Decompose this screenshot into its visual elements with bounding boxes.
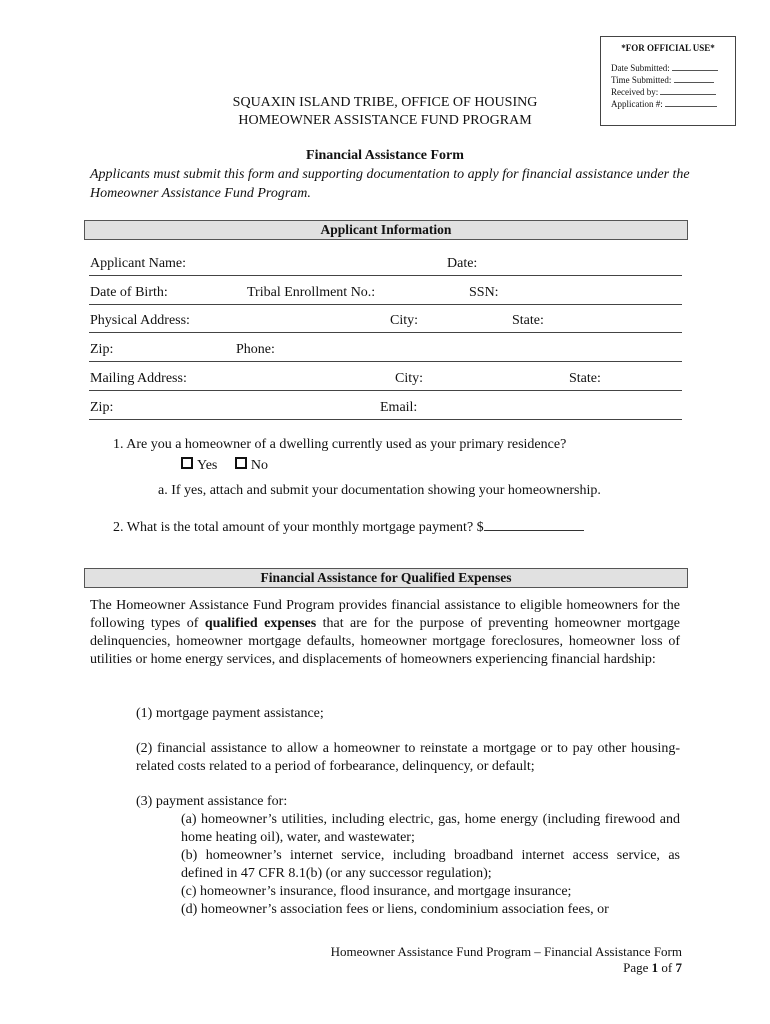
item-3a: (a) homeowner’s utilities, including electric, gas, home energy (including firewood and home heating oil), water, and wastewater;: [181, 812, 680, 845]
applicant-name-label: Applicant Name:: [90, 256, 187, 271]
mailing-city-label: City:: [395, 371, 424, 386]
intro-text: Applicants must submit this form and supporting documentation to apply for financial assistance under the Homeowner Assistance Fund Program.: [90, 167, 690, 201]
row-mailing-address[interactable]: [89, 368, 682, 391]
dob-label: Date of Birth:: [90, 285, 168, 300]
row-zip-phone[interactable]: [89, 339, 682, 362]
mailing-state-label: State:: [569, 371, 601, 386]
item-3d: (d) homeowner’s association fees or liens, condominium association fees, or: [181, 902, 609, 917]
state-label: State:: [512, 313, 544, 328]
item-3c: (c) homeowner’s insurance, flood insurance, and mortgage insurance;: [181, 884, 572, 899]
official-use-box: [600, 36, 736, 126]
section-qualified-expenses: Financial Assistance for Qualified Expenses: [84, 568, 688, 588]
question-1: 1. Are you a homeowner of a dwelling currently used as your primary residence?: [113, 437, 567, 452]
time-submitted-field[interactable]: Time Submitted:: [611, 74, 735, 86]
item-3: (3) payment assistance for:: [136, 794, 288, 809]
footer: [331, 944, 682, 976]
city-label: City:: [390, 313, 419, 328]
question-1a: a. If yes, attach and submit your documentation showing your homeownership.: [158, 483, 601, 498]
qualified-expenses-term: qualified expenses: [204, 616, 317, 631]
official-use-title: *FOR OFFICIAL USE*: [621, 43, 715, 53]
phone-label: Phone:: [236, 342, 275, 357]
application-number-field[interactable]: Application #:: [611, 98, 735, 110]
received-by-field[interactable]: Received by:: [611, 86, 735, 98]
question-2[interactable]: 2. What is the total amount of your monthly mortgage payment? $: [113, 518, 584, 536]
footer-title: Homeowner Assistance Fund Program – Financial Assistance Form: [330, 944, 682, 959]
yes-checkbox[interactable]: [181, 457, 193, 469]
page-indicator: Page 1 of 7: [623, 960, 682, 975]
tribal-enrollment-label: Tribal Enrollment No.:: [247, 285, 376, 300]
zip-label: Zip:: [90, 342, 114, 357]
item-2: (2) financial assistance to allow a homeowner to reinstate a mortgage or to pay other housing-related costs related to a period of forbearance, delinquency, or default;: [136, 741, 680, 774]
header-line-2: HOMEOWNER ASSISTANCE FUND PROGRAM: [238, 113, 532, 128]
row-physical-address[interactable]: [89, 310, 682, 333]
page-total: 7: [675, 960, 682, 975]
row-dob-tribal-ssn[interactable]: [89, 282, 682, 305]
row-zip-email[interactable]: [89, 397, 682, 420]
item-3b: (b) homeowner’s internet service, including broadband internet access service, as defined in 47 CFR 8.1(b) (or any successor regulation);: [181, 848, 680, 881]
mailing-zip-label: Zip:: [90, 400, 114, 415]
form-title: Financial Assistance Form: [306, 148, 464, 163]
date-submitted-field[interactable]: Date Submitted:: [611, 62, 735, 74]
section-applicant-information: Applicant Information: [84, 220, 688, 240]
no-option[interactable]: No: [235, 458, 268, 473]
item-1: (1) mortgage payment assistance;: [136, 706, 324, 721]
header-line-1: SQUAXIN ISLAND TRIBE, OFFICE OF HOUSING: [232, 95, 538, 110]
no-checkbox[interactable]: [235, 457, 247, 469]
physical-address-label: Physical Address:: [90, 313, 190, 328]
qualified-expenses-paragraph: The Homeowner Assistance Fund Program provides financial assistance to eligible homeowners for the following types of qualified expenses that are for the purpose of preventing homeowner mortgage delinquencies, homeowner mortgage defaults, homeowner mortgage foreclosures, homeowner loss of utilities or home energy services, and displacements of homeowners experiencing financial hardship:: [90, 598, 681, 667]
ssn-label: SSN:: [469, 285, 499, 300]
row-applicant-name[interactable]: [89, 253, 682, 276]
page-number: 1: [651, 960, 659, 975]
mailing-address-label: Mailing Address:: [90, 371, 187, 386]
homeowner-options: [181, 457, 268, 474]
email-label: Email:: [380, 400, 418, 415]
yes-option[interactable]: Yes: [181, 458, 217, 473]
mortgage-payment-field[interactable]: [484, 518, 584, 531]
date-label: Date:: [447, 256, 478, 271]
